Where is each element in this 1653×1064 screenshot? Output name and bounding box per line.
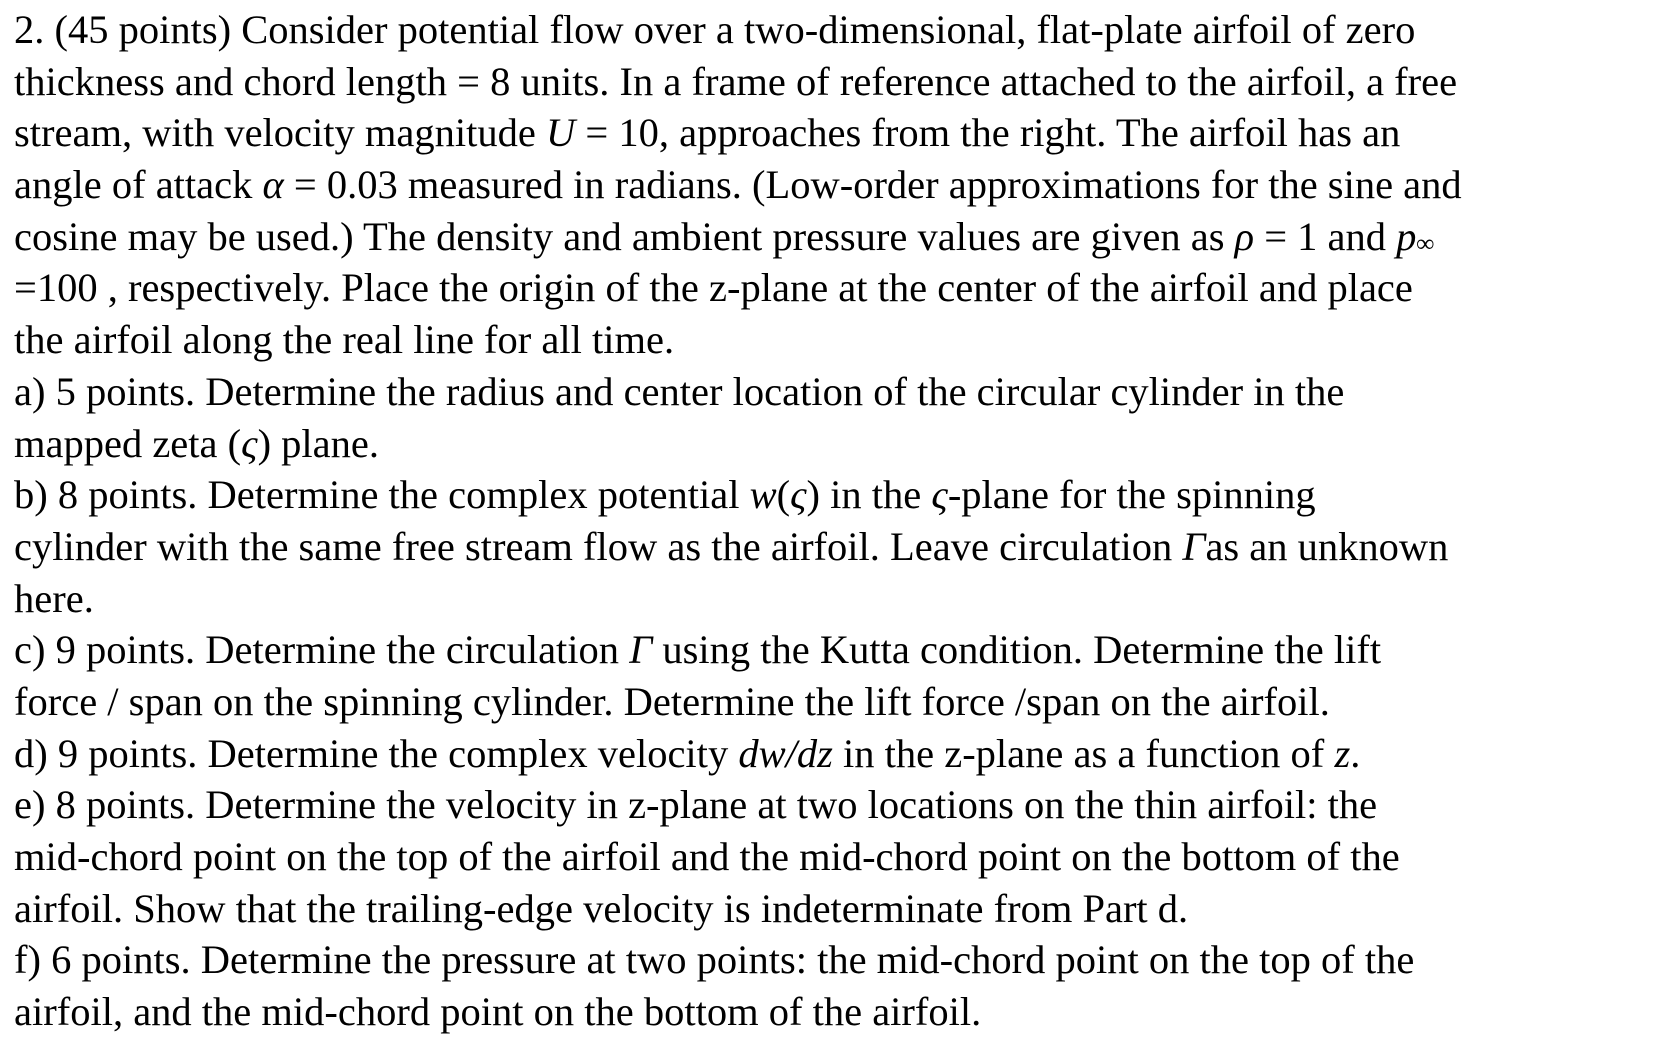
infinity-subscript: ∞ (1416, 230, 1435, 257)
part-b-line-2 (14, 521, 1644, 573)
part-a (14, 366, 1644, 469)
intro-line-6: =100 , respectively. Place the origin of the z-plane at the center of the airfoil and place (14, 265, 1413, 311)
text-segment: c) 9 points. Determine the circulation (14, 627, 630, 673)
velocity-symbol: U (546, 110, 576, 156)
intro-line-5 (14, 211, 1644, 263)
text-segment: mapped zeta ( (14, 420, 242, 466)
part-a-line-2 (14, 418, 1644, 470)
rho-symbol: ρ (1234, 213, 1255, 259)
part-e-line-1: e) 8 points. Determine the velocity in z-plane at two locations on the thin airfoil: the (14, 782, 1378, 828)
w-symbol: w (749, 472, 777, 518)
dwdz-symbol: dw/dz (738, 730, 833, 776)
text-segment: using the Kutta condition. Determine the lift (652, 627, 1382, 673)
part-e-line-3: airfoil. Show that the trailing-edge velocity is indeterminate from Part d. (14, 885, 1189, 931)
intro-line-2: thickness and chord length = 8 units. In a frame of reference attached to the airfoil, a free (14, 58, 1458, 104)
part-a-line-1: a) 5 points. Determine the radius and center location of the circular cylinder in the (14, 368, 1345, 414)
part-f (14, 934, 1644, 1037)
intro-line-4 (14, 159, 1644, 211)
text-segment: as an unknown (1205, 523, 1449, 569)
text-segment: = 10, approaches from the right. The airfoil has an (575, 110, 1401, 156)
text-segment: cylinder with the same free stream flow as the airfoil. Leave circulation (14, 523, 1183, 569)
text-segment: stream, with velocity magnitude (14, 110, 546, 156)
zeta-symbol: ς (931, 472, 948, 518)
problem-document (14, 4, 1644, 1038)
intro-line-3 (14, 107, 1644, 159)
text-segment: ) in the (806, 472, 932, 518)
intro-line-1: 2. (45 points) Consider potential flow over a two-dimensional, flat-plate airfoil of zero (14, 7, 1416, 52)
part-d (14, 728, 1644, 780)
z-symbol: z (1334, 730, 1351, 776)
part-e (14, 779, 1644, 934)
part-f-line-2: airfoil, and the mid-chord point on the bottom of the airfoil. (14, 989, 982, 1035)
problem-intro (14, 4, 1644, 366)
text-segment: angle of attack (14, 162, 263, 208)
intro-line-7: the airfoil along the real line for all time. (14, 317, 675, 363)
gamma-symbol: Γ (629, 627, 653, 673)
zeta-symbol: ς (241, 420, 258, 466)
text-segment: in the z-plane as a function of (832, 730, 1335, 776)
pressure-symbol: p (1396, 213, 1417, 259)
part-c-line-1 (14, 624, 1644, 676)
alpha-symbol: α (262, 162, 284, 208)
text-segment: cosine may be used.) The density and ambient pressure values are given as (14, 213, 1235, 259)
part-e-line-2: mid-chord point on the top of the airfoil and the mid-chord point on the bottom of the (14, 834, 1400, 879)
part-d-line-1 (14, 728, 1644, 780)
text-segment: ) plane. (257, 420, 380, 466)
part-c (14, 624, 1644, 727)
gamma-symbol: Γ (1182, 523, 1206, 569)
text-segment: = 0.03 measured in radians. (Low-order approximations for the sine and (283, 162, 1462, 208)
part-f-line-1: f) 6 points. Determine the pressure at two points: the mid-chord point on the top of the (14, 937, 1415, 983)
part-b-line-3: here. (14, 575, 94, 621)
text-segment: . (1350, 730, 1361, 776)
part-c-line-2: force / span on the spinning cylinder. Determine the lift force /span on the airfoil. (14, 678, 1330, 724)
text-segment: -plane for the spinning (947, 472, 1316, 518)
text-segment: ( (776, 472, 791, 518)
text-segment: d) 9 points. Determine the complex velocity (14, 730, 739, 776)
part-b (14, 469, 1644, 624)
part-b-line-1 (14, 469, 1644, 521)
zeta-symbol: ς (790, 472, 807, 518)
text-segment: b) 8 points. Determine the complex potential (14, 472, 750, 518)
text-segment: = 1 and (1254, 213, 1397, 259)
